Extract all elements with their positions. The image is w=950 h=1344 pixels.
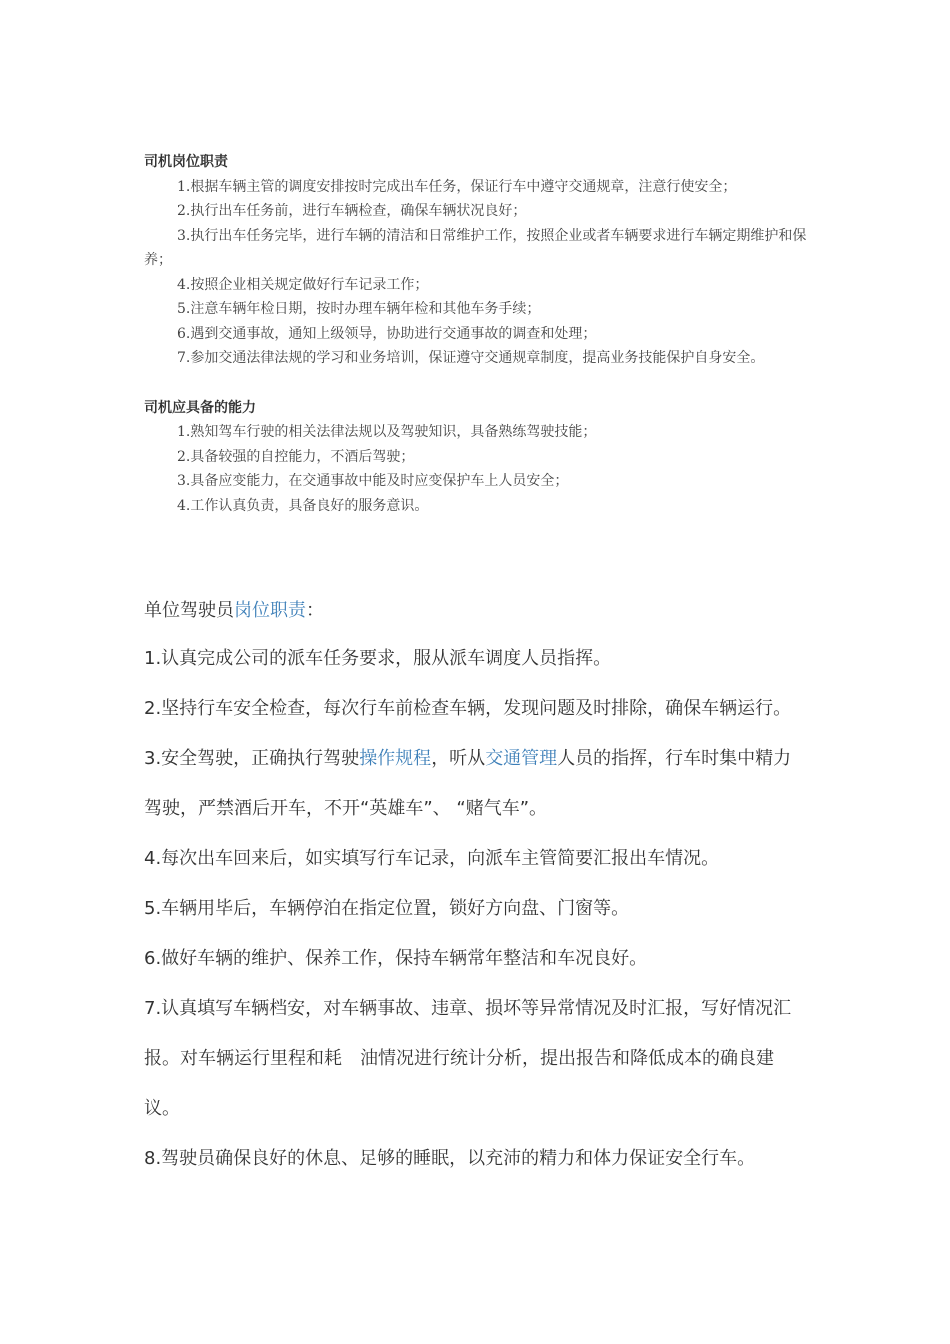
title-colon: ： <box>306 600 324 621</box>
list-item: 7.参加交通法律法规的学习和业务培训，保证遵守交通规章制度，提高业务技能保护自身安全。 <box>177 350 765 366</box>
traffic-management-link[interactable]: 交通管理 <box>485 748 558 769</box>
list-item: 2.具备较强的自控能力，不酒后驾驶； <box>177 448 415 465</box>
list-item: 4.每次出车回来后，如实填写行车记录，向派车主管简要汇报出车情况。 <box>144 848 720 869</box>
driver-abilities-list <box>144 420 809 518</box>
list-item: 6.做好车辆的维护、保养工作，保持车辆常年整洁和车况良好。 <box>144 948 648 969</box>
driver-duties-list <box>144 175 809 371</box>
list-item: 4.工作认真负责，具备良好的服务意识。 <box>177 497 429 514</box>
item-text: ，听从 <box>431 748 486 769</box>
list-item: 4.按照企业相关规定做好行车记录工作； <box>177 276 429 293</box>
list-item: 7.认真填写车辆档安，对车辆事故、违章、损坏等异常情况及时汇报，写好情况汇报。对车辆运行里程和耗 油情况进行统计分析，提出报告和降低成本的确良建议。 <box>144 998 792 1119</box>
list-item: 5.注意车辆年检日期，按时办理车辆年检和其他车务手续； <box>177 301 541 317</box>
list-item: 8.驾驶员确保良好的休息、足够的睡眠，以充沛的精力和体力保证安全行车。 <box>144 1148 756 1169</box>
list-item: 2.执行出车任务前，进行车辆检查，确保车辆状况良好； <box>177 203 527 219</box>
job-duties-link[interactable]: 岗位职责 <box>234 600 306 621</box>
list-item: 2.坚持行车安全检查，每次行车前检查车辆，发现问题及时排除，确保车辆运行。 <box>144 698 792 719</box>
list-item: 3.具备应变能力，在交通事故中能及时应变保护车上人员安全； <box>177 473 569 489</box>
section-title-driver-abilities: 司机应具备的能力 <box>144 399 256 416</box>
list-item: 1.根据车辆主管的调度安排按时完成出车任务，保证行车中遵守交通规章，注意行使安全； <box>177 178 737 195</box>
spacer <box>144 371 809 396</box>
list-item <box>144 734 809 834</box>
operating-procedures-link[interactable]: 操作规程 <box>359 748 432 769</box>
list-item: 6.遇到交通事故，通知上级领导，协助进行交通事故的调查和处理； <box>177 325 597 342</box>
list-item: 1.认真完成公司的派车任务要求，服从派车调度人员指挥。 <box>144 648 612 669</box>
item-text: 3.安全驾驶，正确执行驾驶 <box>144 748 360 769</box>
section-title-unit-driver <box>144 596 324 626</box>
section-title-driver-duties: 司机岗位职责 <box>144 154 228 170</box>
title-text: 单位驾驶员 <box>144 600 234 621</box>
document-content <box>144 150 809 1169</box>
list-item: 3.执行出车任务完毕，进行车辆的清洁和日常维护工作，按照企业或者车辆要求进行车辆定期维护和保养； <box>144 227 807 268</box>
list-item: 5.车辆用毕后，车辆停泊在指定位置，锁好方向盘、门窗等。 <box>144 898 630 919</box>
item-text: 人员的指挥，行车时集中精力驾驶，严禁酒后开车，不开“英雄车”、 “赌气车”。 <box>144 748 792 819</box>
list-item: 1.熟知驾车行驶的相关法律法规以及驾驶知识，具备熟练驾驶技能； <box>177 424 597 440</box>
